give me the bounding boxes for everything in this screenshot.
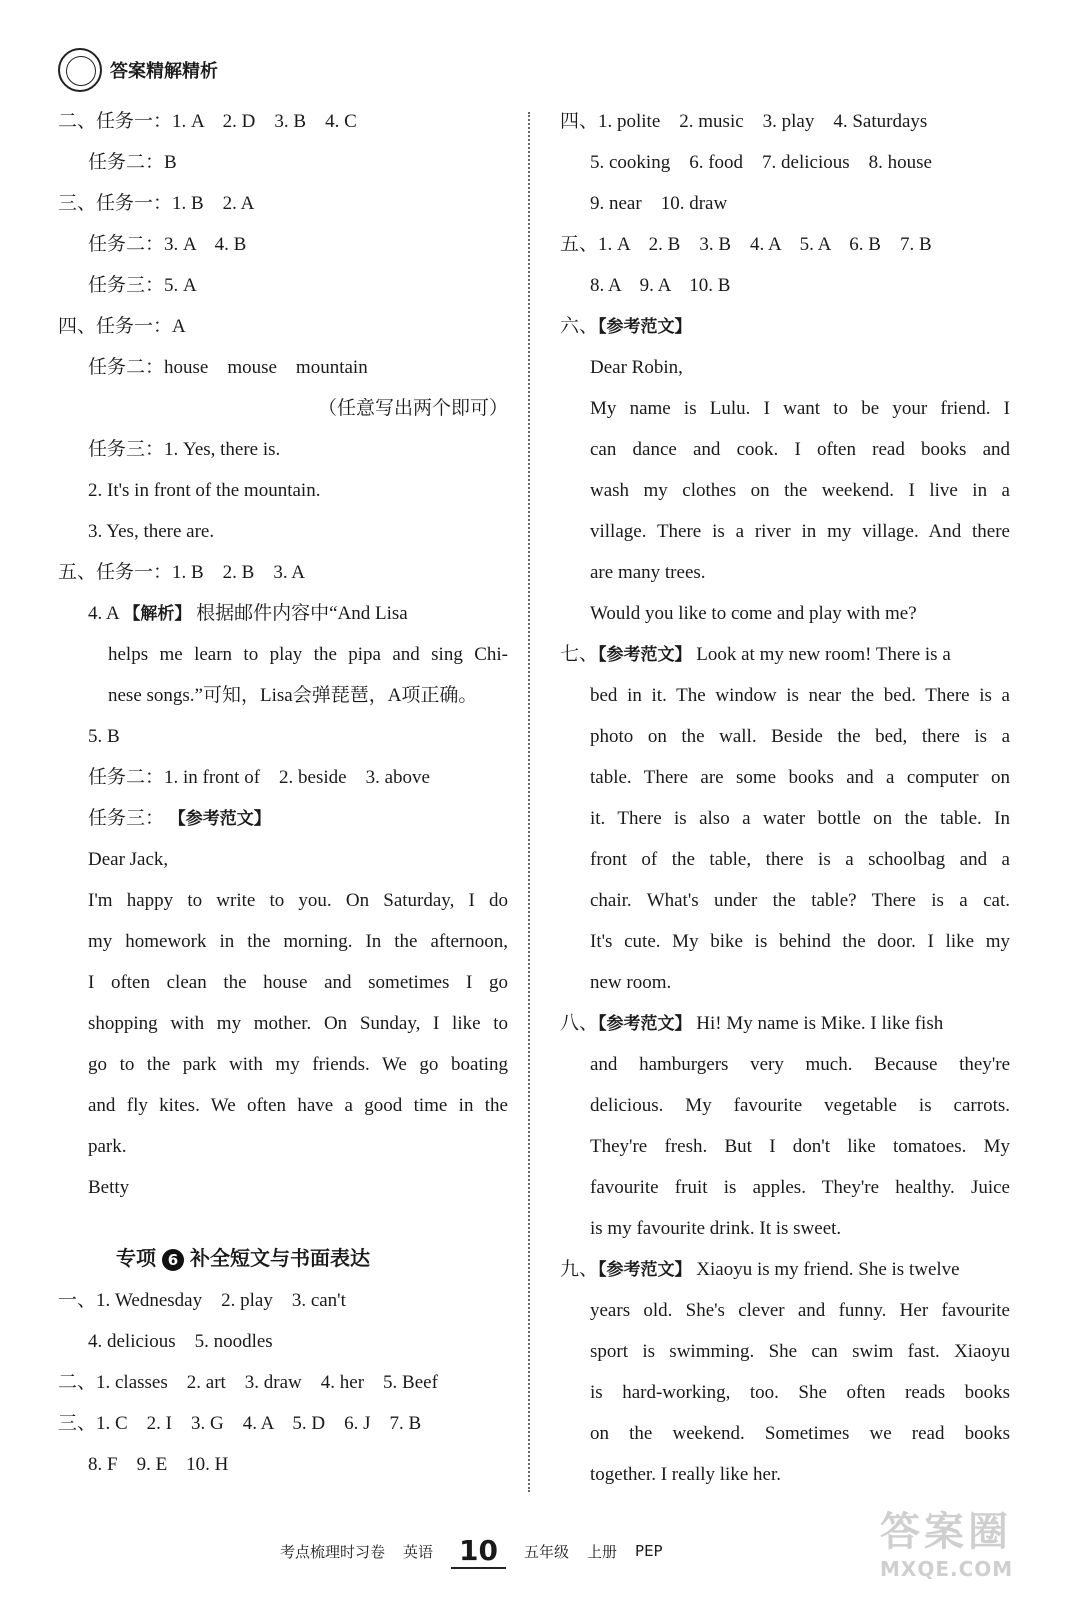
- watermark-logo-icon: 答案圈: [880, 1509, 1012, 1555]
- essay-line: on the weekend. Sometimes we read books: [590, 1423, 1010, 1444]
- answer-line: 二、1. classes 2. art 3. draw 4. her 5. Beef: [58, 1372, 438, 1393]
- essay-line: are many trees.: [590, 562, 706, 583]
- essay-heading: [560, 1249, 1010, 1290]
- essay-line: wash my clothes on the weekend. I live in a: [590, 480, 1010, 501]
- reference-tag: 【参考范文】: [598, 645, 692, 665]
- essay-line: years old. She's clever and funny. Her favourite: [590, 1300, 1010, 1321]
- essay-line: together. I really like her.: [590, 1464, 781, 1485]
- essay-line: I often clean the house and sometimes I go: [88, 972, 508, 993]
- essay-line: it. There is also a water bottle on the table. In: [590, 808, 1010, 829]
- footer-edition: PEP: [635, 1542, 663, 1560]
- footer-subject: 英语: [403, 1542, 434, 1561]
- header-title: 答案精解精析: [110, 61, 218, 82]
- footer-grade: 五年级: [524, 1542, 570, 1561]
- page-header: [58, 44, 218, 96]
- column-divider: [528, 112, 530, 1492]
- task-label: 任务三：: [88, 808, 165, 829]
- essay-line: I'm happy to write to you. On Saturday, I do: [88, 890, 508, 911]
- essay-text: Look at my new room! There is a: [696, 644, 951, 665]
- essay-line: go to the park with my friends. We go boating: [88, 1054, 508, 1075]
- left-column: [58, 101, 508, 1485]
- answer-line: 五、1. A 2. B 3. B 4. A 5. A 6. B 7. B: [560, 234, 932, 255]
- essay-line: favourite fruit is apples. They're healthy. Juice: [590, 1177, 1010, 1198]
- essay-line: my homework in the morning. In the afternoon,: [88, 931, 508, 952]
- essay-line: My name is Lulu. I want to be your friend. I: [590, 398, 1010, 419]
- essay-line: Would you like to come and play with me?: [590, 603, 917, 624]
- essay-line: is my favourite drink. It is sweet.: [590, 1218, 842, 1239]
- answer-line: 5. B: [88, 726, 120, 747]
- answer-line: 3. Yes, there are.: [88, 521, 215, 542]
- answer-note: （任意写出两个即可）: [317, 398, 508, 419]
- watermark: [880, 1500, 1040, 1590]
- analysis-line: helps me learn to play the pipa and sing Chi-: [108, 644, 508, 665]
- answer-line: 任务二：3. A 4. B: [88, 234, 247, 255]
- essay-text: Hi! My name is Mike. I like fish: [696, 1013, 944, 1034]
- essay-line: table. There are some books and a computer on: [590, 767, 1010, 788]
- section-prefix: 专项: [116, 1246, 156, 1270]
- essay-line: Betty: [88, 1177, 130, 1198]
- answer-line: 三、任务一：1. B 2. A: [58, 193, 255, 214]
- essay-heading: [560, 1003, 1010, 1044]
- answer-line: 二、任务一：1. A 2. D 3. B 4. C: [58, 111, 357, 132]
- essay-line: can dance and cook. I often read books and: [590, 439, 1010, 460]
- essay-line: is hard-working, too. She often reads books: [590, 1382, 1010, 1403]
- essay-line: and fly kites. We often have a good time in the: [88, 1095, 508, 1116]
- answer-line: 任务二：1. in front of 2. beside 3. above: [88, 767, 430, 788]
- answer-line: 4. delicious 5. noodles: [88, 1331, 273, 1352]
- footer-volume: 上册: [587, 1542, 618, 1561]
- reference-tag: 【参考范文】: [168, 809, 271, 829]
- essay-heading: [58, 798, 508, 839]
- essay-line: shopping with my mother. On Sunday, I like to: [88, 1013, 508, 1034]
- analysis-line: [58, 593, 508, 634]
- question-number: 七、: [560, 644, 599, 665]
- answer-line: 9. near 10. draw: [590, 193, 728, 214]
- answer-line: 四、1. polite 2. music 3. play 4. Saturdays: [560, 111, 928, 132]
- book-logo-icon: [58, 48, 102, 92]
- question-number: 九、: [560, 1259, 599, 1280]
- answer-line: 8. A 9. A 10. B: [590, 275, 731, 296]
- reference-tag: 【参考范文】: [598, 1014, 692, 1034]
- essay-line: Dear Robin,: [590, 357, 683, 378]
- section-title: 补全短文与书面表达: [190, 1246, 370, 1270]
- answer-line: 任务二：house mouse mountain: [88, 357, 368, 378]
- essay-heading: [560, 306, 1010, 347]
- answer-line: 任务二：B: [88, 152, 177, 173]
- essay-line: park.: [88, 1136, 127, 1157]
- answer-line: 三、1. C 2. I 3. G 4. A 5. D 6. J 7. B: [58, 1413, 422, 1434]
- essay-line: photo on the wall. Beside the bed, there is a: [590, 726, 1010, 747]
- footer-book-title: 考点梳理时习卷: [280, 1542, 386, 1561]
- section-heading: [58, 1236, 508, 1280]
- answer-line: 一、1. Wednesday 2. play 3. can't: [58, 1290, 346, 1311]
- essay-line: front of the table, there is a schoolbag and a: [590, 849, 1010, 870]
- watermark-url: MXQE.COM: [880, 1557, 1014, 1581]
- answer-line: 2. It's in front of the mountain.: [88, 480, 321, 501]
- essay-text: Xiaoyu is my friend. She is twelve: [696, 1259, 960, 1280]
- essay-line: chair. What's under the table? There is a cat.: [590, 890, 1010, 911]
- analysis-text: 根据邮件内容中“And Lisa: [196, 603, 408, 624]
- answer-line: 8. F 9. E 10. H: [88, 1454, 229, 1475]
- essay-line: sport is swimming. She can swim fast. Xiaoyu: [590, 1341, 1010, 1362]
- analysis-line: nese songs.”可知，Lisa会弹琵琶，A项正确。: [108, 685, 478, 706]
- essay-heading: [560, 634, 1010, 675]
- section-number: 6: [162, 1249, 184, 1271]
- answer-line: 任务三：1. Yes, there is.: [88, 439, 281, 460]
- analysis-tag: 【解析】: [123, 604, 192, 624]
- answer-line: 5. cooking 6. food 7. delicious 8. house: [590, 152, 932, 173]
- essay-line: It's cute. My bike is behind the door. I like my: [590, 931, 1010, 952]
- reference-tag: 【参考范文】: [598, 317, 692, 337]
- question-number: 八、: [560, 1013, 599, 1034]
- page-number: 10: [451, 1534, 506, 1569]
- answer-line: 任务三：5. A: [88, 275, 197, 296]
- answer-line: 四、任务一：A: [58, 316, 186, 337]
- essay-line: village. There is a river in my village. And there: [590, 521, 1010, 542]
- question-number: 六、: [560, 316, 599, 337]
- essay-line: Dear Jack,: [88, 849, 169, 870]
- page-footer: [280, 1528, 780, 1574]
- answer-line: 五、任务一：1. B 2. B 3. A: [58, 562, 306, 583]
- reference-tag: 【参考范文】: [598, 1260, 692, 1280]
- essay-line: new room.: [590, 972, 672, 993]
- essay-line: and hamburgers very much. Because they're: [590, 1054, 1010, 1075]
- essay-line: bed in it. The window is near the bed. There is a: [590, 685, 1010, 706]
- right-column: [560, 101, 1010, 1495]
- essay-line: They're fresh. But I don't like tomatoes. My: [590, 1136, 1010, 1157]
- essay-line: delicious. My favourite vegetable is carrots.: [590, 1095, 1010, 1116]
- answer-text: 4. A: [88, 603, 119, 624]
